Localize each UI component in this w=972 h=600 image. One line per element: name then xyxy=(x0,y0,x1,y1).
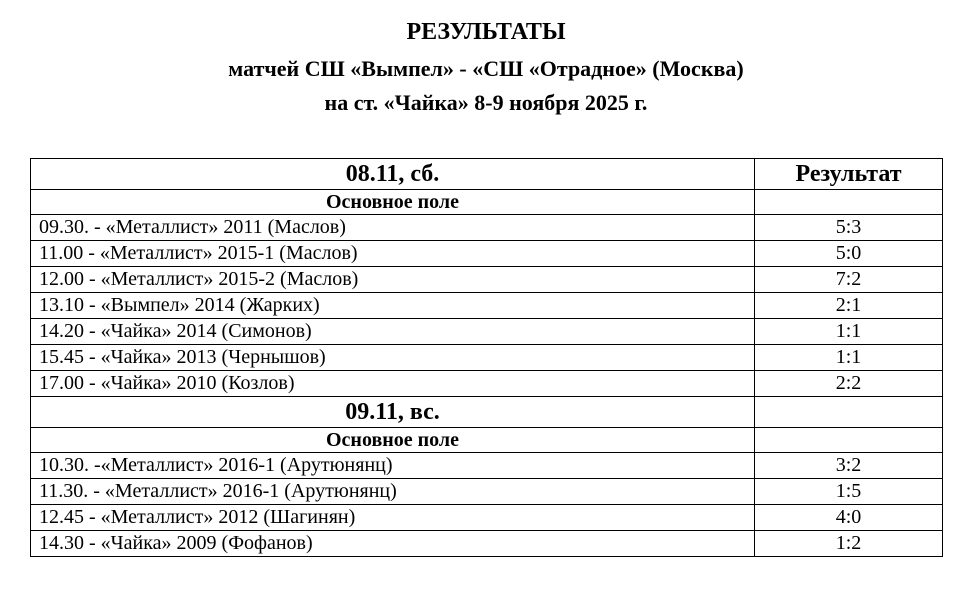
day-date: 08.11, сб. xyxy=(31,159,755,190)
match-text: 12.45 - «Металлист» 2012 (Шагинян) xyxy=(31,505,755,531)
field-name: Основное поле xyxy=(31,190,755,215)
day-header-row xyxy=(31,397,943,428)
table-row xyxy=(31,479,943,505)
match-text: 14.20 - «Чайка» 2014 (Симонов) xyxy=(31,319,755,345)
match-score: 7:2 xyxy=(755,267,943,293)
document-subtitle: матчей СШ «Вымпел» - «СШ «Отрадное» (Москва) xyxy=(228,56,744,81)
table-row xyxy=(31,215,943,241)
table-row xyxy=(31,531,943,557)
results-table xyxy=(30,158,943,557)
result-column-header: Результат xyxy=(755,159,943,190)
day-date: 09.11, вс. xyxy=(31,397,755,428)
day-header-row xyxy=(31,159,943,190)
match-text: 14.30 - «Чайка» 2009 (Фофанов) xyxy=(31,531,755,557)
table-row xyxy=(31,505,943,531)
match-text: 11.30. - «Металлист» 2016-1 (Арутюнянц) xyxy=(31,479,755,505)
table-row xyxy=(31,241,943,267)
match-text: 09.30. - «Металлист» 2011 (Маслов) xyxy=(31,215,755,241)
match-text: 12.00 - «Металлист» 2015-2 (Маслов) xyxy=(31,267,755,293)
match-score: 1:1 xyxy=(755,319,943,345)
day-result-empty xyxy=(755,397,943,428)
match-text: 10.30. -«Металлист» 2016-1 (Арутюнянц) xyxy=(31,453,755,479)
field-result-empty xyxy=(755,190,943,215)
document-title: РЕЗУЛЬТАТЫ xyxy=(406,19,566,45)
match-score: 1:5 xyxy=(755,479,943,505)
field-name: Основное поле xyxy=(31,428,755,453)
match-text: 17.00 - «Чайка» 2010 (Козлов) xyxy=(31,371,755,397)
match-text: 13.10 - «Вымпел» 2014 (Жарких) xyxy=(31,293,755,319)
match-score: 5:0 xyxy=(755,241,943,267)
table-row xyxy=(31,293,943,319)
match-text: 15.45 - «Чайка» 2013 (Чернышов) xyxy=(31,345,755,371)
table-row xyxy=(31,453,943,479)
field-row xyxy=(31,190,943,215)
match-score: 2:1 xyxy=(755,293,943,319)
table-row xyxy=(31,345,943,371)
table-row xyxy=(31,371,943,397)
match-score: 1:1 xyxy=(755,345,943,371)
match-score: 5:3 xyxy=(755,215,943,241)
match-text: 11.00 - «Металлист» 2015-1 (Маслов) xyxy=(31,241,755,267)
field-row xyxy=(31,428,943,453)
table-row xyxy=(31,319,943,345)
match-score: 4:0 xyxy=(755,505,943,531)
document-venue-date: на ст. «Чайка» 8-9 ноября 2025 г. xyxy=(324,90,648,115)
table-row xyxy=(31,267,943,293)
match-score: 2:2 xyxy=(755,371,943,397)
match-score: 3:2 xyxy=(755,453,943,479)
match-score: 1:2 xyxy=(755,531,943,557)
field-result-empty xyxy=(755,428,943,453)
